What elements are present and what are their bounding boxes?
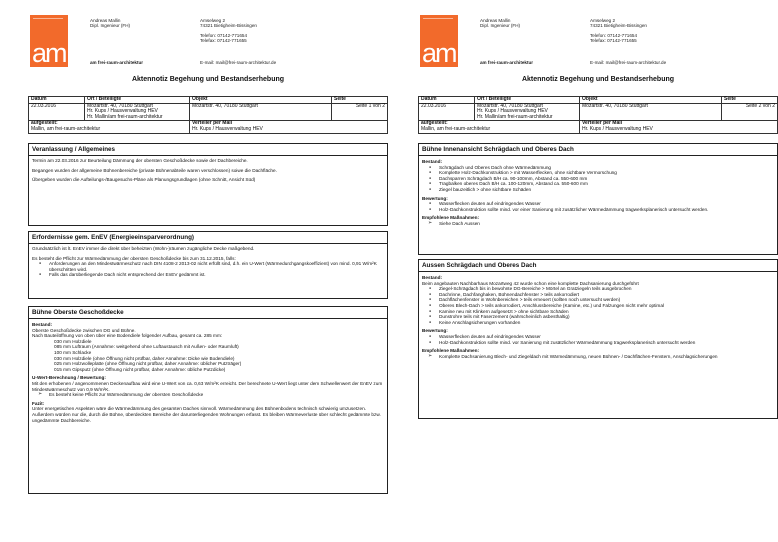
logo-text: am xyxy=(32,38,66,68)
bullet-list xyxy=(422,201,774,212)
list-item: ● Holz-Dachkonstruktion sollte mind. vor Sanierung mit zusätzlicher Wärmedämmung tragwerksplanerisch untersucht werden xyxy=(422,340,774,346)
list-item: ● Dachflächenfenster in Wohnbereichen > teils erneuert (sollten noch untersucht werden) xyxy=(422,297,774,303)
list-item: ● Falls das darüberliegende Dach nicht entsprechend der EnEV gedämmt ist. xyxy=(32,272,384,278)
meta-date: 22.03.2016 xyxy=(29,103,85,121)
meta-header-date: Datum xyxy=(419,97,475,104)
meta-header-date: Datum xyxy=(29,97,85,104)
subheading: Bestand: xyxy=(32,322,53,327)
section-innenansicht xyxy=(418,143,778,255)
meta-header-page: Seite xyxy=(722,97,778,104)
list-item: ➢ Siehe Dach Aussen xyxy=(422,221,774,227)
header-email: E-mail: mail@frei-raum-architektur.de xyxy=(200,60,277,65)
meta-author-cell xyxy=(29,121,190,133)
subheading: Bestand: xyxy=(422,275,443,280)
meta-place-line: Mozartstr. 40, 70180 Stuttgart xyxy=(477,102,543,109)
list-item: ● Wasserflecken deuten auf eindringendes Wasser xyxy=(422,201,774,207)
paragraph: Nach Bauteilöffnung von oben über eine Bodendiele folgender Aufbau, gesamt ca. 285 mm: xyxy=(32,333,223,339)
list-item: ● Schrägdach und Oberes Dach ohne Wärmedämmung xyxy=(422,165,774,171)
header-name: Andreas Mallin xyxy=(480,18,511,23)
meta-place-line: Hr. Mallin/am frei-raum-architektur xyxy=(87,113,163,120)
meta-header-page: Seite xyxy=(332,97,388,104)
header-city: 74321 Bietigheim-Bissingen xyxy=(200,23,257,29)
section-title: Erfordernisse gem. EnEV (Energieeinsparverordnung) xyxy=(29,233,387,244)
paragraph: Grundsätzlich ist lt. EnEV immer die direkt über beheizten (Wohn-)räumen zugängliche Decke maßgebend. xyxy=(32,246,255,251)
list-item: ● Wasserflecken deuten auf eindringendes Wasser xyxy=(422,334,774,340)
arrow-list xyxy=(32,392,384,398)
list-item: ● Tragbalken oberes Dach B/H ca. 100-120mm, Abstand ca. 550-600 mm xyxy=(422,181,774,187)
meta-header-place: Ort / Beteiligte xyxy=(475,97,580,104)
meta-date: 22.03.2016 xyxy=(419,103,475,121)
section-title: Aussen Schrägdach und Oberes Dach xyxy=(419,261,777,272)
logo-text: am xyxy=(422,38,456,68)
layer-item: 030 mm Holzdiele (ohne Öffnung nicht prüfbar, daher Annahme: Dicke wie Bodendiele) xyxy=(54,355,235,361)
layer-item: 085 mm Luftraum (Annahme: weitgehend ohne Luftaustausch mit Außen- oder Raumluft) xyxy=(54,344,239,350)
meta-header-object: Objekt xyxy=(190,97,332,104)
list-item: ● Oberes Blech-Dach > teils ankorrodiert, Anschlussbereiche (Kamine, etc.) und Falzungen nicht mehr optimal xyxy=(422,303,774,309)
layer-list xyxy=(32,339,384,373)
meta-table xyxy=(28,96,388,134)
header-title: Dipl. Ingenieur (FH) xyxy=(480,23,521,29)
meta-dist-label: Verteiler per Mail xyxy=(192,120,233,127)
meta-author-label: aufgestellt: xyxy=(421,120,448,127)
paragraph: Begangen wurden der allgemeine Bühnenbereiche (private Bühnenabteile waren verschlossen) soiwe die Dachfläche. xyxy=(32,167,277,173)
layer-item: 025 mm Holzwolleplatte (ohne Öffnung nicht prüfbar, daher Annahme: üblicher Putzträger) xyxy=(54,361,242,367)
list-item: ● Anforderungen an den Mindestwärmeschutz nach DIN 4108-2 2013-02 nicht erfüllt sind, d.h. ein U-Wert (Wärmedurchgangskoeffizient) von mind. 0,91 W/m²K überschritten wird. xyxy=(32,261,384,272)
header-firm: am frei-raum-architektur xyxy=(480,60,534,65)
list-item: ● Holz-Dachkonstruktion sollte mind. vor einer Sanierung mit zusätzlicher Wärmedämmung tragwerksplanerisch untersucht werden. xyxy=(422,207,774,213)
paragraph: Unter energetischen Aspekten wäre die Wärmedämmung des gesamten Daches sinnvoll. Wärmedämmung des Bühnenbodens technisch schwierig umzusetzen. Außerdem würden nur die, durch die Bühne, überdeckten Bereiche der darunterliegenden Wohnungen erfasst. Es bleiben Wärmeverluste über schlecht gedämmte bzw. ungedämmte Dachbereiche. xyxy=(32,406,381,423)
meta-dist: Hr. Kups / Hausverwaltung HEV xyxy=(582,125,653,132)
meta-dist-label: Verteiler per Mail xyxy=(582,120,623,127)
layer-item: 100 mm Schlacke xyxy=(54,349,92,355)
section-title: Bühne Innenansicht Schrägdach und Oberes Dach xyxy=(419,145,777,156)
section-buehne-geschossdecke xyxy=(28,306,388,494)
meta-author: Mallin, am frei-raum-architektur xyxy=(31,125,101,132)
header-phone: Telefon: 07142-771654 xyxy=(590,32,637,38)
arrow-list xyxy=(422,221,774,227)
meta-object: Mozartstr. 40, 70180 Stuttgart xyxy=(580,103,722,121)
list-item: ● Dachrinne, Dachfanghaken, Bühnendachfenster > teils ankorrodiert xyxy=(422,292,774,298)
header-name: Andreas Mallin xyxy=(90,18,121,23)
header-fax: Telefax: 07142-771655 xyxy=(590,38,637,44)
subheading: Bewertung: xyxy=(422,328,448,334)
meta-place xyxy=(85,103,190,121)
section-veranlassung xyxy=(28,143,388,226)
meta-header-object: Objekt xyxy=(580,97,722,104)
meta-page: Seite 1 von 2 xyxy=(332,103,388,121)
subheading: U-Wert-Berechnung / Bewertung: xyxy=(32,375,106,381)
header-street: Amselweg 2 xyxy=(200,18,226,23)
bullet-list xyxy=(422,334,774,345)
layer-item: 015 mm Gipsputz (ohne Öffnung nicht prüfbar, daher Annahme: übliche Putzdicke) xyxy=(54,366,226,372)
header-person xyxy=(480,18,520,29)
company-logo xyxy=(420,15,458,67)
subheading: Bestand: xyxy=(422,159,443,164)
meta-place-line: Hr. Kups / Hausverwaltung HEV xyxy=(87,108,158,115)
bullet-list xyxy=(32,261,384,278)
header-city: 74321 Bietigheim-Bissingen xyxy=(590,23,647,29)
list-item: ● Dunstrohre teils mit Faserzement (wahrscheinlich asbesthaltig) xyxy=(422,314,774,320)
paragraph: Oberste Geschoßdecke zwischen DG und Bühne. xyxy=(32,327,136,333)
meta-place xyxy=(475,103,580,121)
document-page-2 xyxy=(418,6,778,536)
header-fax: Telefax: 07142-771655 xyxy=(200,38,247,44)
header-address xyxy=(590,18,647,44)
header-email: E-mail: mail@frei-raum-architektur.de xyxy=(590,60,667,65)
section-aussen xyxy=(418,259,778,419)
list-item: ● Dachsparren Schrägdach B/H ca. 90-100mm, Abstand ca. 550-600 mm xyxy=(422,176,774,182)
header-firm: am frei-raum-architektur xyxy=(90,60,144,65)
header-phone: Telefon: 07142-771654 xyxy=(200,32,247,38)
subheading: Bewertung: xyxy=(422,195,448,201)
company-logo xyxy=(30,15,68,67)
document-title: Aktennotiz Begehung und Bestandserhebung xyxy=(131,76,285,83)
document-page-1 xyxy=(28,6,388,536)
meta-place-line: Hr. Mallin/am frei-raum-architektur xyxy=(477,113,553,120)
document-title: Aktennotiz Begehung und Bestandserhebung xyxy=(521,76,675,83)
paragraph: Übergeben wurden die Aufteilungs-/Baugesuchs-Pläne als Planungsgrundlagen (ohne Schnitt, Ansicht Süd) xyxy=(32,177,256,183)
meta-page: Seite 2 von 2 xyxy=(722,103,778,121)
meta-dist: Hr. Kups / Hausverwaltung HEV xyxy=(192,125,263,132)
subheading: Empfohlene Maßnahmen: xyxy=(422,348,480,354)
list-item: ● Kamine neu mit Klinkern aufgesetzt > ohne sichtbare Schäden xyxy=(422,309,774,315)
list-item: ● Keine Anschlagsicherungen vorhanden xyxy=(422,320,774,326)
meta-header-place: Ort / Beteiligte xyxy=(85,97,190,104)
list-item: ● Ziegel bauzeitlich > ohne sichtbare Schäden xyxy=(422,187,774,193)
subheading: Empfohlene Maßnahmen: xyxy=(422,215,480,221)
paragraph: Es besteht die Pflicht zur Wärmedämmung der obersten Geschoßdecke bis zum 31.12.2015, falls: xyxy=(32,255,236,261)
list-item: ➢ Es besteht keine Pflicht zur Wärmedämmung der obersten Geschoßdecke xyxy=(32,392,384,398)
header-title: Dipl. Ingenieur (FH) xyxy=(90,23,131,29)
meta-table xyxy=(418,96,778,134)
logo-stripe xyxy=(33,18,63,19)
list-item: ● Ziegel-Schrägdach bis in bewohnte DG-Bereiche > Mörtel an Gratziegeln teils ausgebrochen xyxy=(422,286,774,292)
list-item: ➢ Komplette Dachsanierung Blech- und Ziegeldach mit Wärmedämmung, neuen Bühnen- / Dachflächen-Fenstern, Anschlagsicherungen xyxy=(422,354,774,360)
meta-place-line: Hr. Kups / Hausverwaltung HEV xyxy=(477,108,548,115)
meta-place-line: Mozartstr. 40, 70180 Stuttgart xyxy=(87,102,153,109)
paragraph: Termin am 22.03.2016 zur Beurteilung Dämmung der obersten Geschoßdecke sowie der Dachbereiche. xyxy=(32,158,248,163)
layer-item: 030 mm Holzdiele xyxy=(54,338,92,344)
arrow-list xyxy=(422,354,774,360)
header-street: Amselweg 2 xyxy=(590,18,616,23)
bullet-list xyxy=(422,286,774,325)
meta-dist-cell xyxy=(580,121,778,133)
meta-author-cell xyxy=(419,121,580,133)
meta-author-label: aufgestellt: xyxy=(31,120,58,127)
paragraph: Beim angebauten Nachbarhaus Mozartweg 42 wurde schon eine komplette Dachsanierung durchgeführt xyxy=(422,280,639,286)
meta-dist-cell xyxy=(190,121,388,133)
meta-author: Mallin, am frei-raum-architektur xyxy=(421,125,491,132)
header-person xyxy=(90,18,130,29)
logo-stripe xyxy=(423,18,453,19)
list-item: ● Komplette Holz-Dachkonstruktion > mit Wasserflecken, ohne sichtbare Vermorschung xyxy=(422,170,774,176)
meta-object: Mozartstr. 40, 70180 Stuttgart xyxy=(190,103,332,121)
paragraph: Mit den erhobenen / angenommenen Deckenaufbau wird eine U-Wert von ca. 0,63 W/m²K erreicht. Der berechnete U-Wert liegt unter dem Schwellenwert der EnEV zum Mindestwärmeschutz von 0,9 W/m²K. xyxy=(32,380,383,392)
section-title: Bühne Oberste Geschoßdecke xyxy=(29,308,387,319)
bullet-list xyxy=(422,165,774,193)
section-title: Veranlassung / Allgemeines xyxy=(29,145,387,156)
header-address xyxy=(200,18,257,44)
section-erfordernisse xyxy=(28,231,388,299)
subheading: Fazit: xyxy=(32,400,45,406)
